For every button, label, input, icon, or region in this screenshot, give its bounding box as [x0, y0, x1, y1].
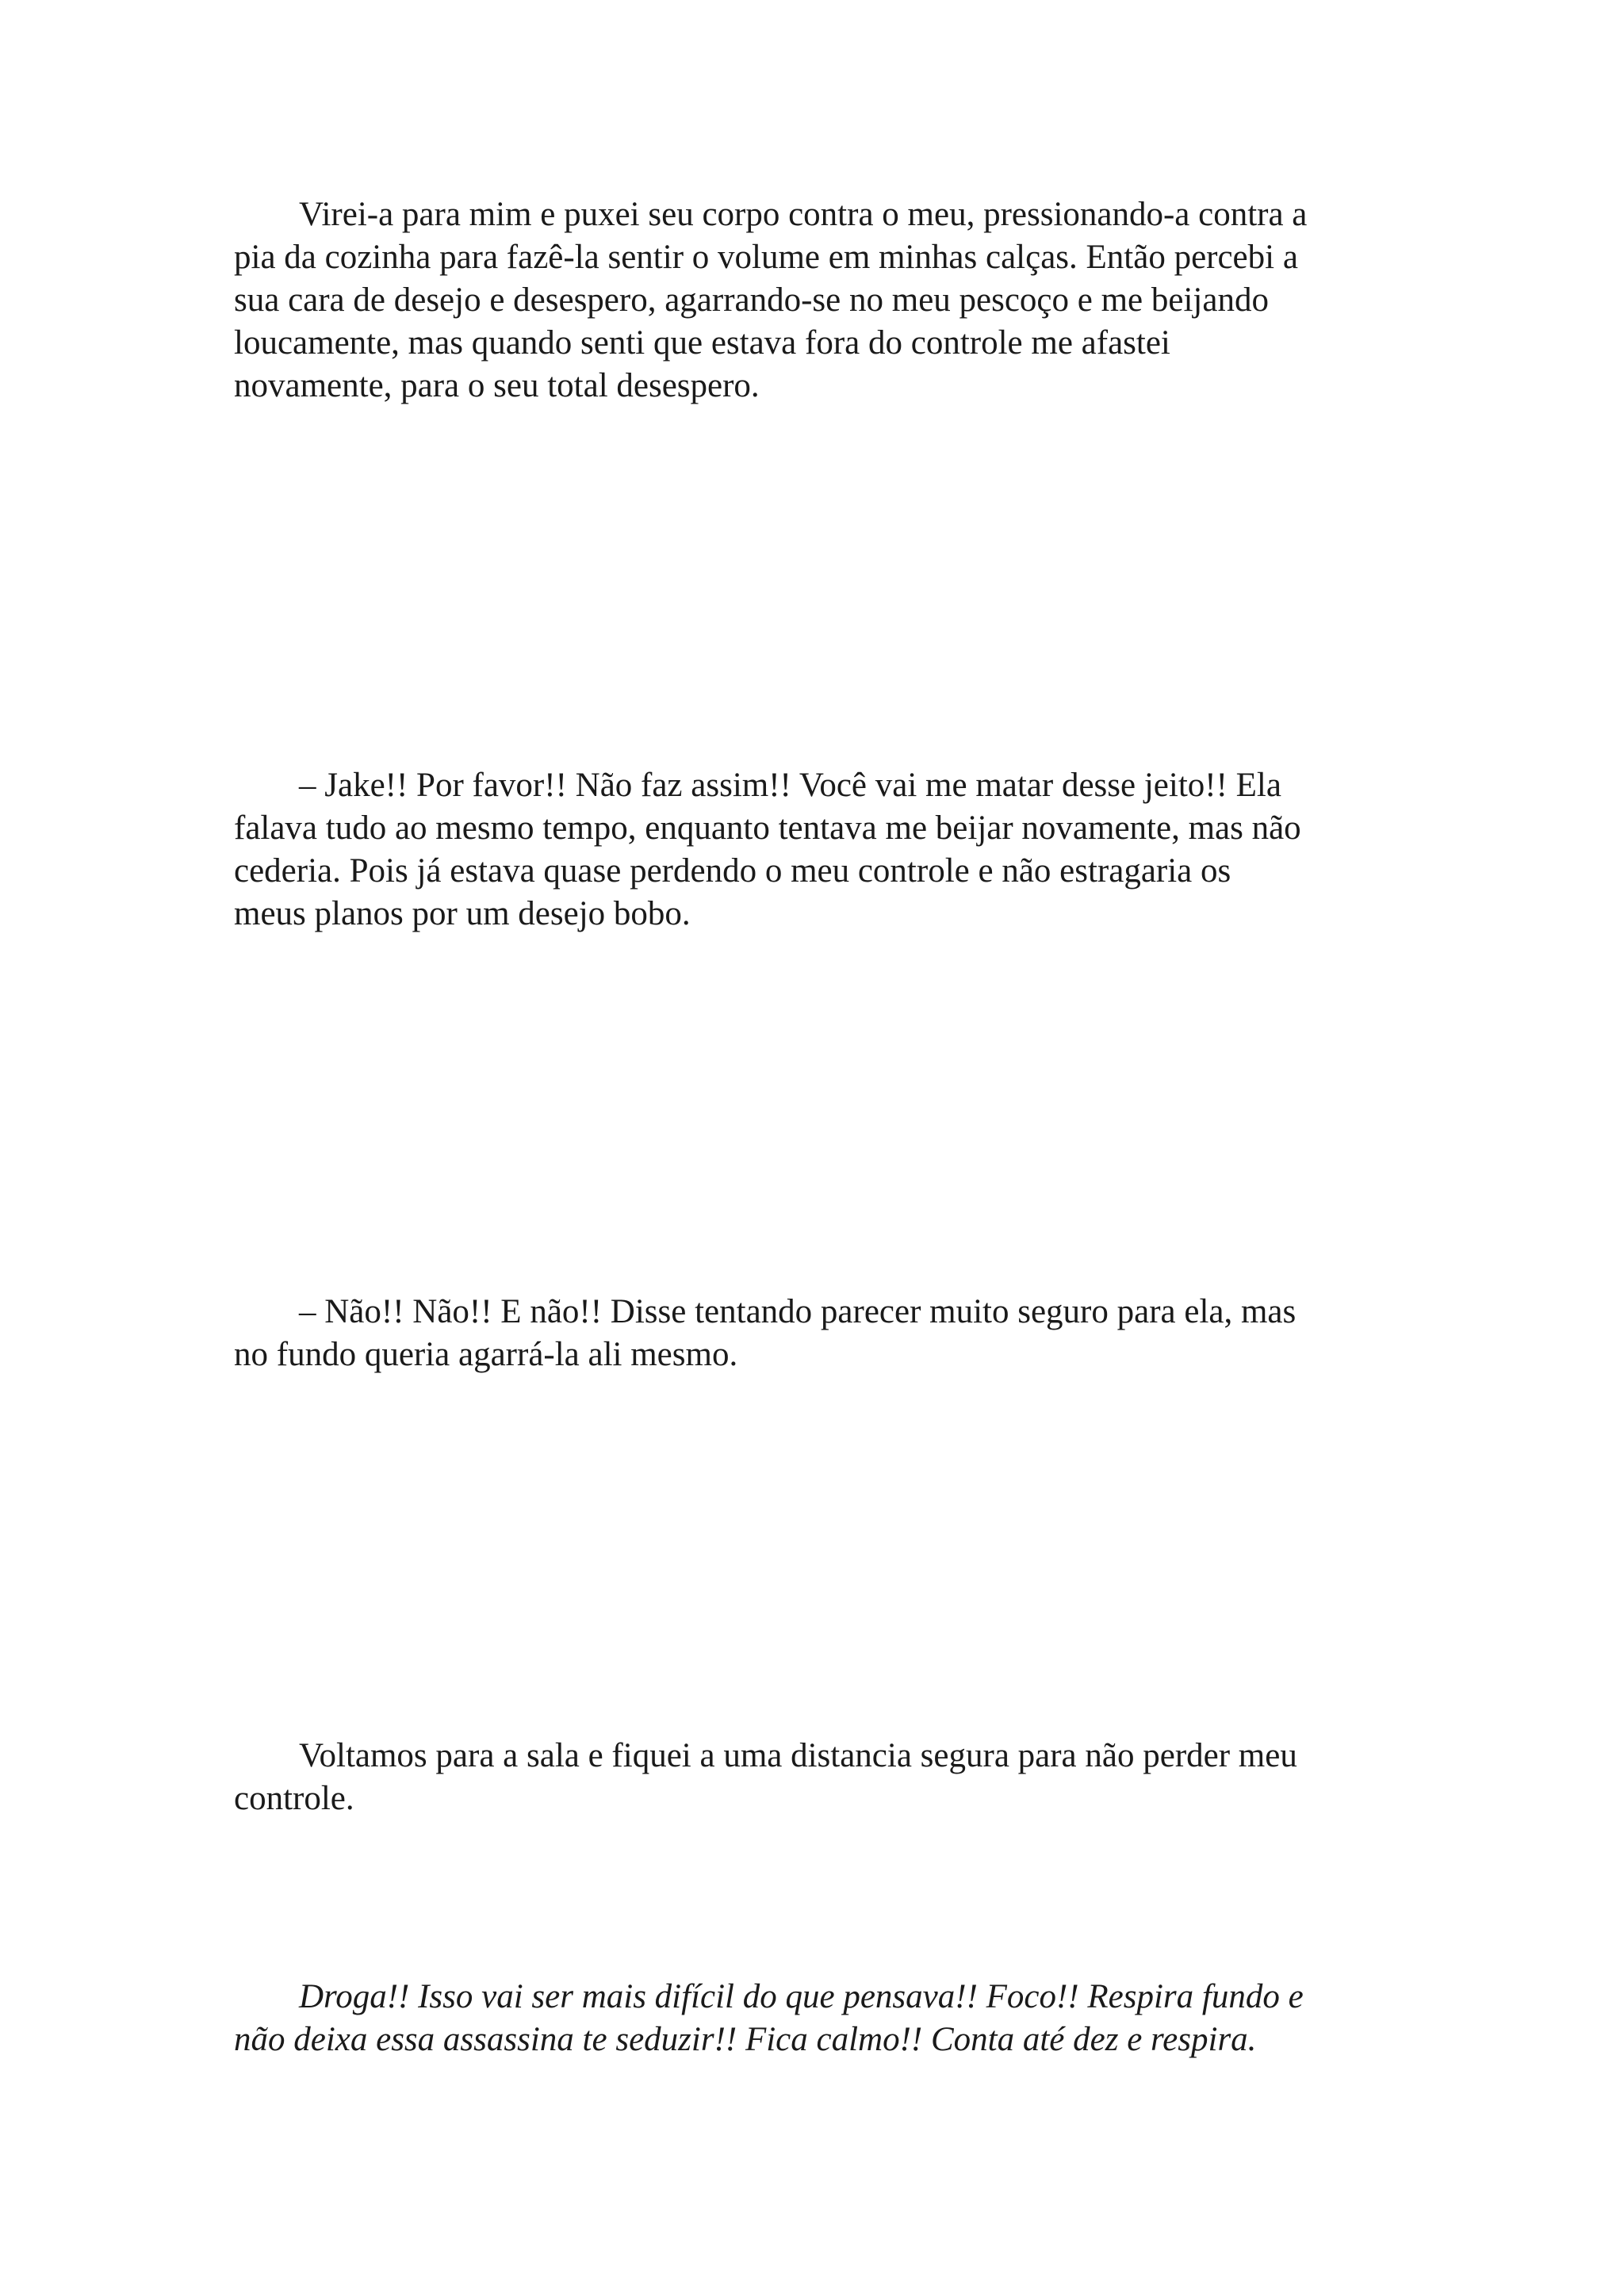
paragraph-line: falava tudo ao mesmo tempo, enquanto tentava me beijar novamente, mas não	[234, 809, 1301, 847]
paragraph-line: novamente, para o seu total desespero.	[234, 367, 760, 404]
paragraph-5-inner-thought	[234, 1976, 1400, 2061]
paragraph-line: – Jake!! Por favor!! Não faz assim!! Você vai me matar desse jeito!! Ela	[299, 767, 1281, 804]
paragraph-line: no fundo queria agarrá-la ali mesmo.	[234, 1336, 738, 1373]
paragraph-line: – Não!! Não!! E não!! Disse tentando parecer muito seguro para ela, mas	[299, 1293, 1297, 1330]
paragraph-line: loucamente, mas quando senti que estava fora do controle me afastei	[234, 324, 1170, 362]
paragraph-line: meus planos por um desejo bobo.	[234, 895, 691, 932]
paragraph-line: sua cara de desejo e desespero, agarrando-se no meu pescoço e me beijando	[234, 281, 1269, 319]
paragraph-line: Virei-a para mim e puxei seu corpo contra o meu, pressionando-a contra a	[299, 196, 1308, 233]
paragraph-line: Droga!! Isso vai ser mais difícil do que pensava!! Foco!! Respira fundo e	[299, 1978, 1304, 2015]
paragraph-line: Voltamos para a sala e fiquei a uma distancia segura para não perder meu	[299, 1737, 1297, 1774]
paragraph-line: controle.	[234, 1780, 354, 1817]
paragraph-2	[234, 764, 1400, 936]
paragraph-line: pia da cozinha para fazê-la sentir o volume em minhas calças. Então percebi a	[234, 239, 1298, 276]
paragraph-3	[234, 1291, 1400, 1376]
paragraph-4	[234, 1735, 1400, 1820]
paragraph-line: não deixa essa assassina te seduzir!! Fica calmo!! Conta até dez e respira.	[234, 2021, 1257, 2058]
paragraph-1	[234, 193, 1400, 408]
paragraph-line: cederia. Pois já estava quase perdendo o meu controle e não estragaria os	[234, 852, 1231, 890]
